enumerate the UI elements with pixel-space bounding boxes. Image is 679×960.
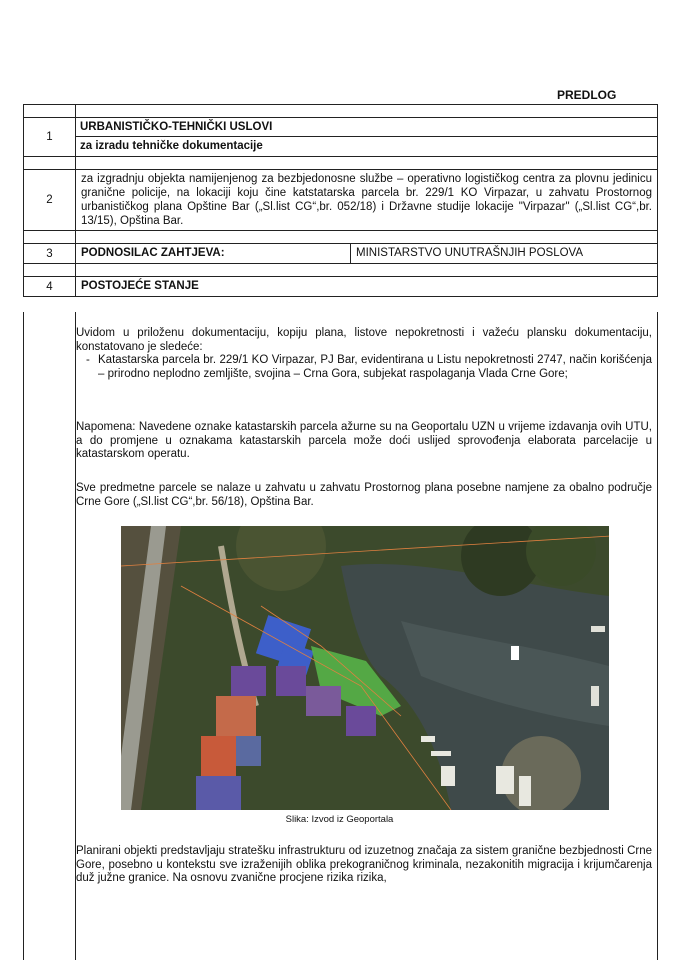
table-row-2 xyxy=(24,170,657,231)
aerial-map-graphic xyxy=(121,526,609,810)
uslovi-title: URBANISTIČKO-TEHNIČKI USLOVI xyxy=(76,118,657,137)
table-row-1 xyxy=(24,118,657,157)
row-number: 1 xyxy=(24,118,76,156)
planirani-paragraph: Planirani objekti predstavljaju stratešku infrastrukturu od izuzetnog značaja za sistem granične bezbjednosti Crne Gore, posebno u kontekstu sve izraženijih oblika prekograničnog kriminala, nezakonitih migracija i krijumčarenja duž južne granice. Na osnovu zvanične procjene rizika rizika, xyxy=(76,845,652,884)
table-right-border xyxy=(657,312,658,960)
document-label: PREDLOG xyxy=(557,88,617,102)
parcel-item: Katastarska parcela br. 229/1 KO Virpazar, PJ Bar, evidentirana u Listu nepokretnosti 2747, način korišćenja – prirodno neplodno zemljište, svojina – Crna Gora, subjekat raspolaganja Vlada Crne Gore; xyxy=(98,354,652,380)
applicant-label: PODNOSILAC ZAHTJEVA: xyxy=(76,244,351,263)
table-row-4 xyxy=(24,277,657,297)
list-item xyxy=(86,354,652,381)
row-number: 2 xyxy=(24,170,76,230)
row-number: 4 xyxy=(24,277,76,296)
table-spacer-row xyxy=(24,105,657,118)
applicant-value: MINISTARSTVO UNUTRAŠNJIH POSLOVA xyxy=(356,247,584,259)
table-spacer-row xyxy=(24,157,657,170)
uslovi-subtitle: za izradu tehničke dokumentacije xyxy=(80,140,263,152)
intro-paragraph: Uvidom u priloženu dokumentaciju, kopiju plana, listove nepokretnosti i važeću plansku dokumentaciju, konstatovano je sledeće: xyxy=(76,327,652,353)
table-spacer-row xyxy=(24,264,657,277)
image-caption: Slika: Izvod iz Geoportala xyxy=(285,814,394,825)
info-table xyxy=(23,104,658,297)
bullet-mark: - xyxy=(86,354,90,366)
napomena-paragraph: Napomena: Navedene oznake katastarskih parcela ažurne su na Geoportalu UZN u vrijeme izdavanja ovih UTU, a do promjene u oznakama katastarskih parcela može doći uslijed sprovođenja elaborata parcelacije u katastarskom operatu. xyxy=(76,421,652,460)
table-spacer-row xyxy=(24,231,657,244)
table-row-3 xyxy=(24,244,657,264)
zone-paragraph: Sve predmetne parcele se nalaze u zahvatu u zahvatu Prostornog plana posebne namjene za obalno područje Crne Gore („Sl.list CG“,br. 56/18), Opština Bar. xyxy=(76,482,652,508)
table-left-border xyxy=(23,312,24,960)
existing-state-label: POSTOJEĆE STANJE xyxy=(81,280,199,292)
aerial-map-image xyxy=(121,526,609,810)
row-number: 3 xyxy=(24,244,76,263)
project-description: za izgradnju objekta namijenjenog za bezbjedonosne službe – operativno logističkog centra za plovnu jedinicu granične policije, na lokaciji koju čine katstatarska parcela br. 229/1 KO Virpazar, u zahvatu Prostornog urbanističkog plana Opštine Bar („Sl.list CG“,br. 052/18) i Državne studije lokacije "Virpazar" („Sl.list CG“,br. 13/15), Opština Bar. xyxy=(81,173,652,227)
